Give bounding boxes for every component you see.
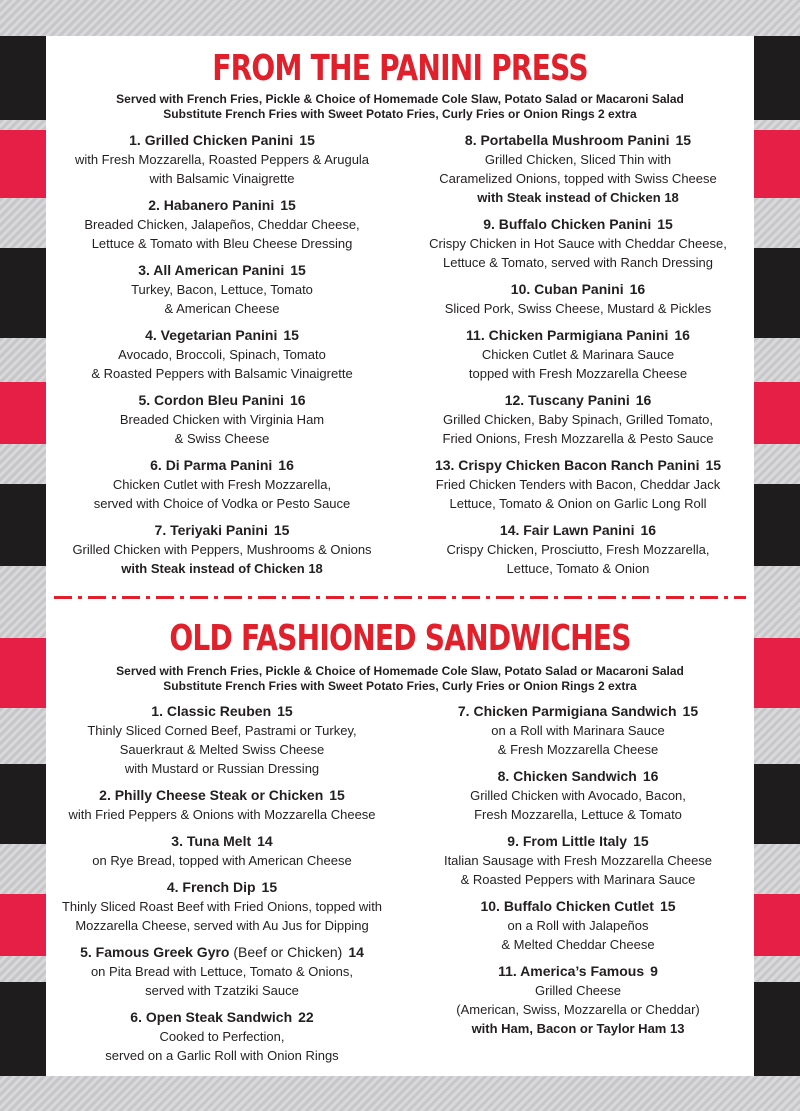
menu-item-name: 1. Grilled Chicken Panini bbox=[129, 132, 294, 148]
menu-item-name: 4. Vegetarian Panini bbox=[145, 327, 278, 343]
menu-item bbox=[52, 521, 392, 578]
menu-item-heading bbox=[52, 196, 392, 215]
panini-right-column bbox=[408, 131, 748, 586]
menu-item-heading bbox=[408, 897, 748, 916]
menu-item-heading bbox=[52, 131, 392, 150]
menu-item bbox=[52, 878, 392, 935]
menu-item bbox=[408, 702, 748, 759]
menu-item-description: Crispy Chicken, Prosciutto, Fresh Mozzarella, bbox=[446, 542, 710, 557]
menu-item-name: 5. Famous Greek Gyro bbox=[80, 944, 230, 960]
menu-item-heading bbox=[408, 280, 748, 299]
menu-item-price: 15 bbox=[261, 879, 278, 895]
menu-item-name: 2. Habanero Panini bbox=[148, 197, 275, 213]
menu-item-description: Fresh Mozzarella, Lettuce & Tomato bbox=[474, 807, 682, 822]
menu-item-description: Grilled Chicken with Peppers, Mushrooms & Onions bbox=[72, 542, 372, 557]
menu-item-description: served on a Garlic Roll with Onion Rings bbox=[105, 1048, 339, 1063]
menu-item-heading bbox=[52, 326, 392, 345]
menu-item-description: Lettuce, Tomato & Onion bbox=[506, 561, 650, 576]
menu-item-description: on Pita Bread with Lettuce, Tomato & Onions, bbox=[90, 964, 354, 979]
panini-intro bbox=[0, 92, 800, 122]
menu-item bbox=[408, 131, 748, 207]
menu-item-name: 9. From Little Italy bbox=[507, 833, 628, 849]
menu-item bbox=[52, 391, 392, 448]
menu-item-name: 8. Chicken Sandwich bbox=[497, 768, 637, 784]
menu-item-description: & Roasted Peppers with Marinara Sauce bbox=[460, 872, 696, 887]
menu-item-name: 7. Teriyaki Panini bbox=[154, 522, 268, 538]
menu-item-price: 16 bbox=[640, 522, 657, 538]
menu-item-description: Sliced Pork, Swiss Cheese, Mustard & Pickles bbox=[444, 301, 712, 316]
menu-item-description: on a Roll with Marinara Sauce bbox=[491, 723, 665, 738]
menu-item-name: 3. All American Panini bbox=[138, 262, 285, 278]
menu-item-heading bbox=[408, 131, 748, 150]
menu-item bbox=[408, 456, 748, 513]
menu-item-price: 15 bbox=[682, 703, 699, 719]
menu-item bbox=[408, 767, 748, 824]
panini-intro-line1: Served with French Fries, Pickle & Choice of Homemade Cole Slaw, Potato Salad or Macaroni Salad bbox=[116, 92, 684, 106]
panini-left-column bbox=[52, 131, 392, 586]
menu-item-description: Cooked to Perfection, bbox=[159, 1029, 285, 1044]
menu-item-heading bbox=[408, 391, 748, 410]
menu-item-price: 16 bbox=[629, 281, 646, 297]
menu-item-price: 15 bbox=[675, 132, 692, 148]
menu-item-price: 15 bbox=[283, 327, 299, 343]
menu-item-description: Italian Sausage with Fresh Mozzarella Cheese bbox=[443, 853, 713, 868]
menu-item-price: 15 bbox=[705, 457, 722, 473]
menu-item-heading bbox=[408, 702, 748, 721]
menu-item-heading bbox=[52, 391, 392, 410]
menu-item bbox=[408, 832, 748, 889]
menu-item-price: 15 bbox=[657, 216, 673, 232]
menu-item-heading bbox=[408, 832, 748, 851]
menu-item-heading bbox=[52, 702, 392, 721]
menu-item bbox=[52, 1008, 392, 1065]
menu-item-description: served with Tzatziki Sauce bbox=[145, 983, 299, 998]
menu-item-name: 11. Chicken Parmigiana Panini bbox=[466, 327, 669, 343]
menu-item bbox=[52, 326, 392, 383]
menu-item-description: Breaded Chicken with Virginia Ham bbox=[119, 412, 325, 427]
menu-item-heading bbox=[408, 456, 748, 475]
menu-item-heading bbox=[52, 521, 392, 540]
menu-item-description: Sauerkraut & Melted Swiss Cheese bbox=[119, 742, 325, 757]
sandwiches-right-column bbox=[408, 702, 748, 1046]
menu-item-heading bbox=[52, 261, 392, 280]
menu-item-heading bbox=[52, 943, 392, 962]
panini-intro-line2: Substitute French Fries with Sweet Potato Fries, Curly Fries or Onion Rings 2 extra bbox=[163, 107, 637, 121]
menu-item-price: 14 bbox=[257, 833, 273, 849]
menu-item-name: 12. Tuscany Panini bbox=[504, 392, 630, 408]
menu-item-price: 15 bbox=[290, 262, 306, 278]
menu-item-description: Caramelized Onions, topped with Swiss Cheese bbox=[439, 171, 717, 186]
menu-item-description: Grilled Chicken, Sliced Thin with bbox=[484, 152, 672, 167]
menu-item-description: & Roasted Peppers with Balsamic Vinaigrette bbox=[91, 366, 353, 381]
menu-item-description: Chicken Cutlet with Fresh Mozzarella, bbox=[112, 477, 332, 492]
menu-item bbox=[52, 456, 392, 513]
panini-section-title: FROM THE PANINI PRESS bbox=[212, 48, 588, 89]
menu-item-heading bbox=[408, 521, 748, 540]
sandwiches-left-column bbox=[52, 702, 392, 1073]
menu-item-description: Avocado, Broccoli, Spinach, Tomato bbox=[118, 347, 326, 362]
menu-item-description: with Balsamic Vinaigrette bbox=[149, 171, 295, 186]
menu-item-heading bbox=[52, 1008, 392, 1027]
menu-item bbox=[408, 897, 748, 954]
menu-item bbox=[408, 280, 748, 318]
menu-item-description: on a Roll with Jalapeños bbox=[507, 918, 649, 933]
menu-item-price: 16 bbox=[278, 457, 294, 473]
menu-item-name: 3. Tuna Melt bbox=[171, 833, 252, 849]
menu-item-description: on Rye Bread, topped with American Cheese bbox=[92, 853, 352, 868]
menu-item-description: Grilled Cheese bbox=[535, 983, 621, 998]
menu-item-name: 10. Cuban Panini bbox=[510, 281, 624, 297]
menu-item-name: 1. Classic Reuben bbox=[151, 703, 272, 719]
menu-item-upgrade: with Ham, Bacon or Taylor Ham 13 bbox=[471, 1021, 685, 1036]
menu-item-name: 11. America’s Famous bbox=[498, 963, 645, 979]
menu-item-price: 16 bbox=[289, 392, 306, 408]
menu-item-description: Grilled Chicken with Avocado, Bacon, bbox=[470, 788, 686, 803]
menu-item bbox=[52, 786, 392, 824]
menu-item bbox=[408, 326, 748, 383]
menu-item-heading bbox=[52, 878, 392, 897]
menu-item-heading bbox=[408, 215, 748, 234]
menu-item-price: 16 bbox=[642, 768, 659, 784]
menu-item bbox=[408, 391, 748, 448]
menu-item-description: topped with Fresh Mozzarella Cheese bbox=[468, 366, 688, 381]
menu-item bbox=[408, 215, 748, 272]
menu-item bbox=[52, 131, 392, 188]
menu-item-price: 15 bbox=[280, 197, 296, 213]
menu-item-name: 10. Buffalo Chicken Cutlet bbox=[480, 898, 654, 914]
menu-item-heading bbox=[408, 962, 748, 981]
menu-item-description: with Mustard or Russian Dressing bbox=[124, 761, 320, 776]
menu-item-description: Turkey, Bacon, Lettuce, Tomato bbox=[131, 282, 313, 297]
menu-item bbox=[52, 261, 392, 318]
menu-item-description: Chicken Cutlet & Marinara Sauce bbox=[481, 347, 675, 362]
menu-item-name: 4. French Dip bbox=[166, 879, 256, 895]
menu-item-price: 15 bbox=[299, 132, 315, 148]
sandwiches-intro-line1: Served with French Fries, Pickle & Choice of Homemade Cole Slaw, Potato Salad or Macaroni Salad bbox=[116, 664, 684, 678]
menu-item bbox=[408, 521, 748, 578]
menu-item-price: 22 bbox=[298, 1009, 314, 1025]
menu-item bbox=[52, 702, 392, 778]
menu-item-description: Crispy Chicken in Hot Sauce with Cheddar Cheese, bbox=[429, 236, 727, 251]
menu-item-heading bbox=[52, 456, 392, 475]
menu-item-name: 14. Fair Lawn Panini bbox=[499, 522, 635, 538]
menu-item-upgrade: with Steak instead of Chicken 18 bbox=[477, 190, 679, 205]
menu-item-name: 8. Portabella Mushroom Panini bbox=[464, 132, 670, 148]
menu-item-heading bbox=[52, 786, 392, 805]
menu-item-name: 5. Cordon Bleu Panini bbox=[138, 392, 284, 408]
menu-item bbox=[52, 943, 392, 1000]
menu-item-description: with Fried Peppers & Onions with Mozzarella Cheese bbox=[68, 807, 376, 822]
menu-item-heading bbox=[52, 832, 392, 851]
menu-item-description: Lettuce & Tomato, served with Ranch Dressing bbox=[442, 255, 713, 270]
menu-item-description: & Melted Cheddar Cheese bbox=[501, 937, 655, 952]
menu-item-description: & Fresh Mozzarella Cheese bbox=[497, 742, 659, 757]
menu-item-description: Fried Chicken Tenders with Bacon, Cheddar Jack bbox=[435, 477, 721, 492]
menu-item-description: Grilled Chicken, Baby Spinach, Grilled Tomato, bbox=[443, 412, 713, 427]
menu-item-description: & Swiss Cheese bbox=[174, 431, 270, 446]
menu-item bbox=[52, 196, 392, 253]
menu-item-name: 13. Crispy Chicken Bacon Ranch Panini bbox=[434, 457, 700, 473]
menu-item-price: 15 bbox=[633, 833, 649, 849]
menu-item-price: 15 bbox=[273, 522, 290, 538]
menu-item-price: 15 bbox=[277, 703, 293, 719]
menu-item-description: Lettuce & Tomato with Bleu Cheese Dressing bbox=[91, 236, 353, 251]
menu-item-name: 6. Open Steak Sandwich bbox=[130, 1009, 293, 1025]
menu-item bbox=[52, 832, 392, 870]
menu-item-description: with Fresh Mozzarella, Roasted Peppers & Arugula bbox=[74, 152, 370, 167]
menu-item-description: Thinly Sliced Roast Beef with Fried Onions, topped with bbox=[61, 899, 383, 914]
menu-item-description: & American Cheese bbox=[164, 301, 280, 316]
menu-item-name: 6. Di Parma Panini bbox=[150, 457, 273, 473]
menu-item-description: Lettuce, Tomato & Onion on Garlic Long Roll bbox=[449, 496, 707, 511]
menu-item-price: 15 bbox=[659, 898, 676, 914]
menu-item-upgrade: with Steak instead of Chicken 18 bbox=[121, 561, 323, 576]
menu-item-price: 9 bbox=[650, 963, 658, 979]
sandwiches-section-title: OLD FASHIONED SANDWICHES bbox=[169, 618, 631, 659]
section-divider bbox=[54, 596, 746, 599]
menu-item-name: 9. Buffalo Chicken Panini bbox=[483, 216, 652, 232]
menu-item-price: 14 bbox=[348, 944, 364, 960]
menu-item-description: Fried Onions, Fresh Mozzarella & Pesto Sauce bbox=[442, 431, 714, 446]
menu-item-description: Thinly Sliced Corned Beef, Pastrami or Turkey, bbox=[87, 723, 357, 738]
menu-item-description: Breaded Chicken, Jalapeños, Cheddar Cheese, bbox=[84, 217, 360, 232]
menu-item-name: 2. Philly Cheese Steak or Chicken bbox=[99, 787, 324, 803]
sandwiches-intro-line2: Substitute French Fries with Sweet Potato Fries, Curly Fries or Onion Rings 2 extra bbox=[163, 679, 637, 693]
menu-item-heading bbox=[408, 767, 748, 786]
menu-item bbox=[408, 962, 748, 1038]
menu-item-name: 7. Chicken Parmigiana Sandwich bbox=[457, 703, 677, 719]
menu-item-note: (Beef or Chicken) bbox=[229, 944, 343, 960]
menu-item-description: served with Choice of Vodka or Pesto Sauce bbox=[93, 496, 351, 511]
menu-item-price: 16 bbox=[635, 392, 652, 408]
menu-item-price: 15 bbox=[329, 787, 345, 803]
menu-item-description: Mozzarella Cheese, served with Au Jus for Dipping bbox=[75, 918, 369, 933]
menu-item-heading bbox=[408, 326, 748, 345]
menu-item-description: (American, Swiss, Mozzarella or Cheddar) bbox=[456, 1002, 700, 1017]
sandwiches-intro bbox=[0, 664, 800, 694]
menu-item-price: 16 bbox=[674, 327, 690, 343]
